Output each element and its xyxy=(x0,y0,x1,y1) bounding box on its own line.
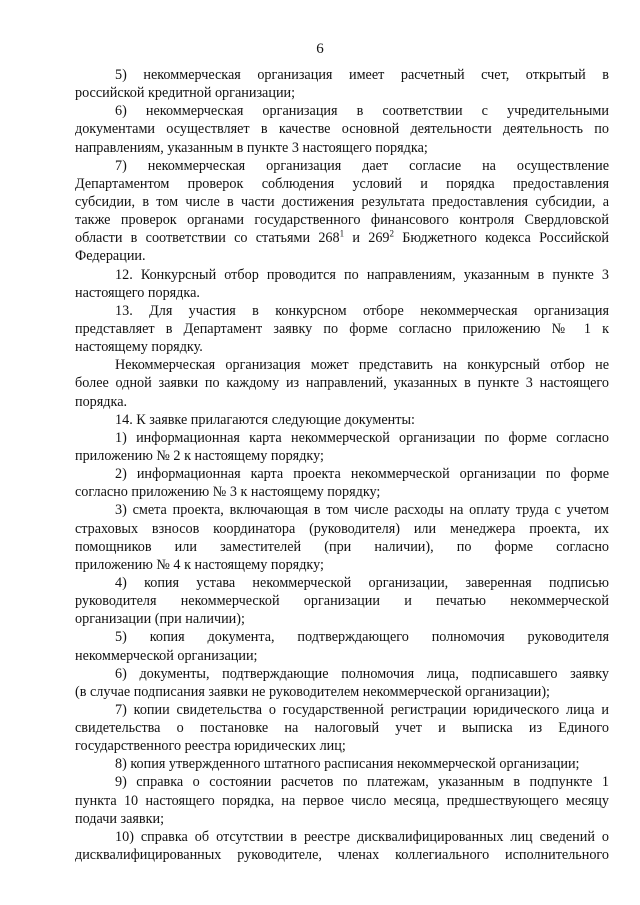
text-line: 6) некоммерческая организация в соответствии с учредительными xyxy=(115,103,609,120)
text-line: дисквалифицированных руководителе, членах коллегиального исполнительного xyxy=(75,847,609,864)
text-line: помощников или заместителей (при наличии), по форме согласно xyxy=(75,538,609,555)
text-segment: области в соответствии со статьями 268 xyxy=(75,230,340,247)
text-line: представляет в Департамент заявку по форме согласно приложению № 1 к xyxy=(75,320,609,337)
text-line: приложению № 4 к настоящему порядку; xyxy=(75,556,324,573)
text-line: Федерации. xyxy=(75,248,146,265)
text-line: документами осуществляет в качестве основной деятельности деятельность по xyxy=(75,121,609,138)
text-line: приложению № 2 к настоящему порядку; xyxy=(75,447,324,464)
text-line: порядка. xyxy=(75,393,128,410)
text-line: 4) копия устава некоммерческой организации, заверенная подписью xyxy=(115,574,609,591)
text-line: 2) информационная карта проекта некоммерческой организации по форме xyxy=(115,466,609,483)
text-line: настоящему порядку. xyxy=(75,339,203,356)
superscript: 2 xyxy=(389,228,395,239)
page-number: 6 xyxy=(316,41,324,57)
text-line: 5) копия документа, подтверждающего полномочия руководителя xyxy=(115,629,609,646)
text-line: 10) справка об отсутствии в реестре дисквалифицированных лиц сведений о xyxy=(115,828,609,845)
text-line: 13. Для участия в конкурсном отборе некоммерческая организация xyxy=(115,302,609,319)
document-body xyxy=(75,66,609,864)
text-line: 8) копия утвержденного штатного расписания некоммерческой организации; xyxy=(115,756,580,773)
text-line: 6) документы, подтверждающие полномочия лица, подписавшего заявку xyxy=(115,665,609,682)
text-line: 14. К заявке прилагаются следующие документы: xyxy=(115,411,415,428)
text-segment: Бюджетного кодекса Российской xyxy=(394,230,610,247)
text-line xyxy=(75,229,609,247)
text-line: субсидии, в том числе в части достижения результата предоставления субсидии, а xyxy=(75,193,609,210)
text-line: настоящего порядка. xyxy=(75,284,200,301)
text-line: 7) копии свидетельства о государственной регистрации юридического лица и xyxy=(115,701,609,718)
text-line: государственного реестра юридических лиц; xyxy=(75,738,346,755)
text-line: согласно приложению № 3 к настоящему порядку; xyxy=(75,484,381,501)
text-line: (в случае подписания заявки не руководителем некоммерческой организации); xyxy=(75,683,550,700)
text-line: некоммерческой организации; xyxy=(75,647,258,664)
text-line: руководителя некоммерческой организации и печатью некоммерческой xyxy=(75,593,609,610)
text-line: организации (при наличии); xyxy=(75,611,245,628)
text-line: также проверок органами государственного финансового контроля Свердловской xyxy=(75,212,609,229)
text-line: 5) некоммерческая организация имеет расчетный счет, открытый в xyxy=(115,67,609,83)
text-line: 7) некоммерческая организация дает согласие на осуществление xyxy=(115,157,609,174)
text-line: 1) информационная карта некоммерческой организации по форме согласно xyxy=(115,429,609,446)
text-line: направлениям, указанным в пункте 3 настоящего порядка; xyxy=(75,139,428,156)
text-line: подачи заявки; xyxy=(75,810,165,827)
text-line: пункта 10 настоящего порядка, на первое число месяца, предшествующего месяцу xyxy=(75,792,609,809)
text-line: 9) справка о состоянии расчетов по платежам, указанным в подпункте 1 xyxy=(115,774,609,791)
text-line: российской кредитной организации; xyxy=(75,85,296,102)
text-line: Департаментом проверок соблюдения условий и порядка предоставления xyxy=(75,175,609,192)
text-line: Некоммерческая организация может представить на конкурсный отбор не xyxy=(115,357,609,374)
text-line: страховых взносов координатора (руководителя) или менеджера проекта, их xyxy=(75,520,609,537)
text-segment: и 269 xyxy=(344,230,390,247)
text-line: 3) смета проекта, включающая в том числе расходы на оплату труда с учетом xyxy=(115,502,609,519)
text-line: 12. Конкурсный отбор проводится по направлениям, указанным в пункте 3 xyxy=(115,266,609,283)
superscript: 1 xyxy=(339,228,345,239)
text-line: свидетельства о постановке на налоговый учет и выписка из Единого xyxy=(75,720,609,737)
text-line: более одной заявки по каждому из направлений, указанных в пункте 3 настоящего xyxy=(75,375,609,392)
